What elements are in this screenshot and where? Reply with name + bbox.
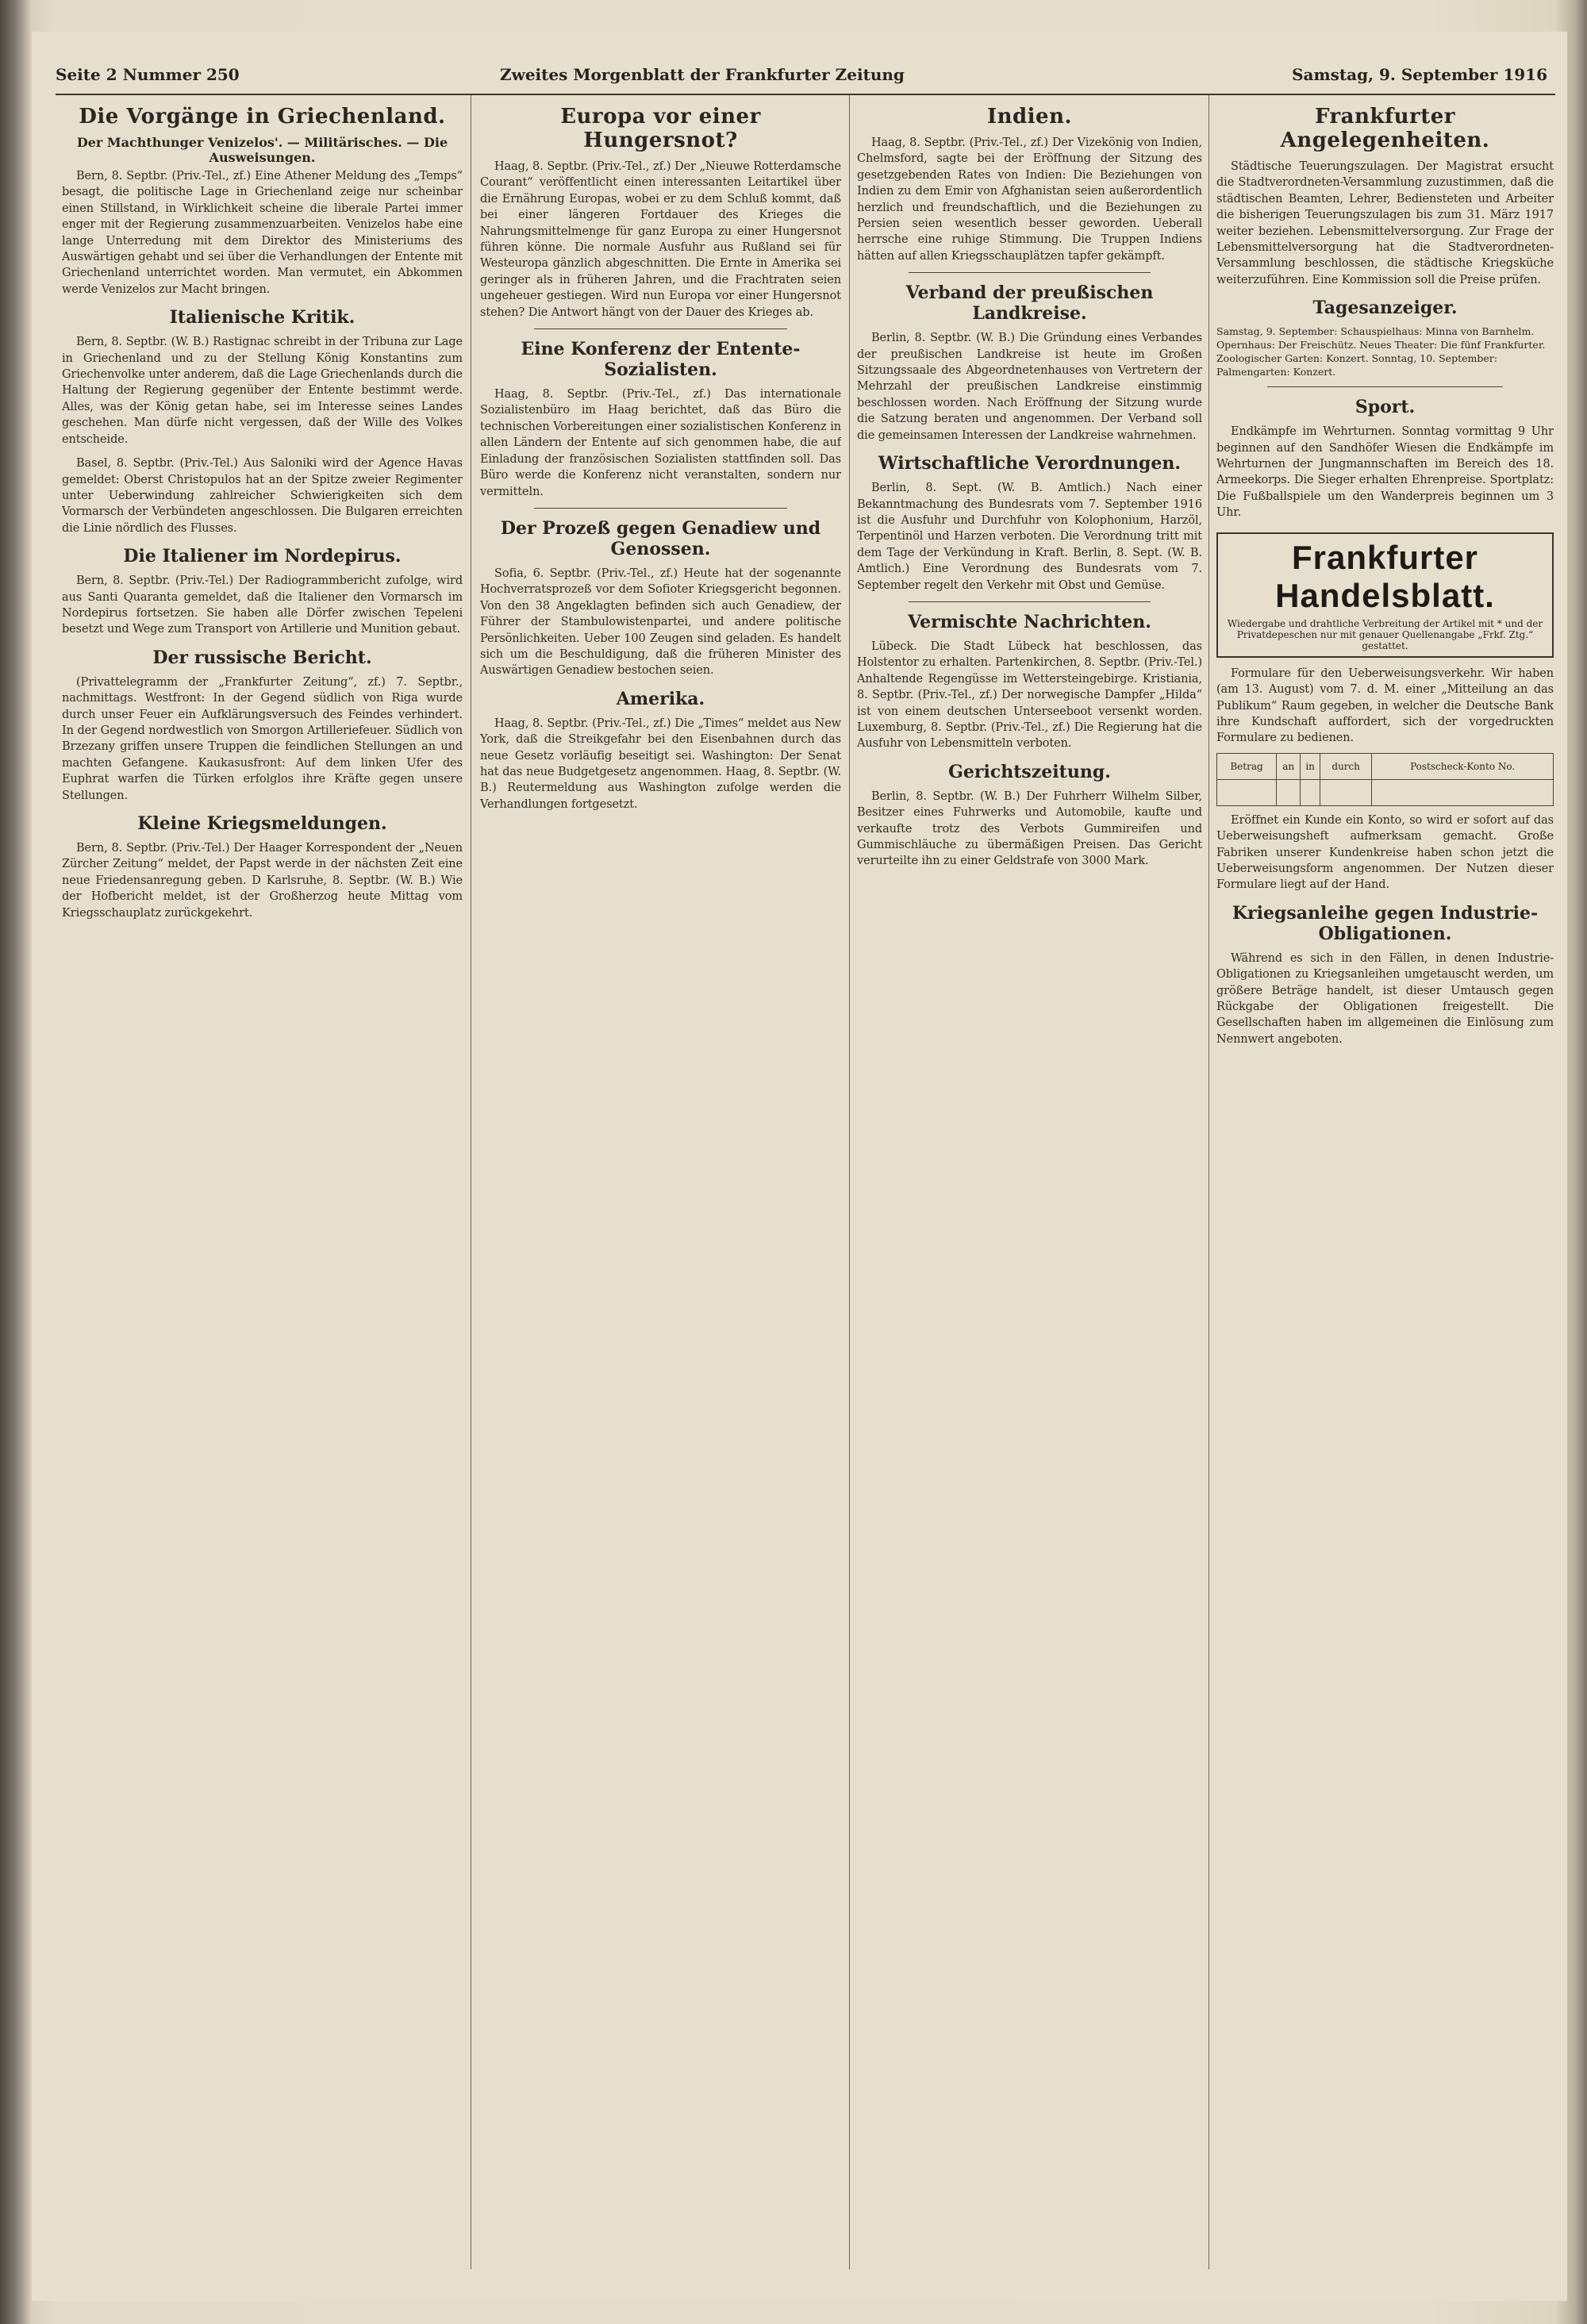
article-paragraph: Sofia, 6. Septbr. (Priv.-Tel., zf.) Heute hat der sogenannte Hochverratsprozeß vor dem Sofioter Kriegsgericht begonnen. Von den 38 Angeklagten befinden sich auch Genadiew, der Führer der Stambulowistenpartei, und andere politische Persönlichkeiten. Ueber 100 Zeugen sind geladen. Es handelt sich um die Beschuldigung, daß die früheren Minister des Auswärtigen Genadiew bestochen seien. — [480, 567, 841, 678]
article-separator — [534, 328, 787, 329]
article-paragraph: Bern, 8. Septbr. (W. B.) Rastignac schreibt in der Tribuna zur Lage in Griechenland und zu der Stellung König Konstantins zum Griechenvolke unter anderem, daß die Lage Griechenlands durch die Haltung der Regierung gegenüber der Entente bestimmt werde. Alles, was der König getan habe, sei im Interesse seines Landes geschehen. Man dürfe nicht vergessen, daß der Wille des Volkes entscheide. — [62, 336, 463, 446]
article-paragraph: Während es sich in den Fällen, in denen Industrie-Obligationen zu Kriegsanleihen umgetauscht werden, um größere Beträge handelt, ist dieser Umtausch gegen Rückgabe der Obligationen freigestellt. Die Gesellschaften haben im allgemeinen die Einlösung zum Nennwert angeboten. — [1216, 951, 1554, 1046]
article-paragraph: (Privattelegramm der „Frankfurter Zeitung“, zf.) 7. Septbr., nachmittags. Westfront: In der Gegend südlich von Riga wurde durch unser Feuer ein Aufklärungsversuch des Feindes verhindert. In der Gegend nordwestlich von Smorgon Artilleriefeuer. Südlich von Brzezany griffen unsere Truppen die feindlichen Stellungen an und machten Gefangene. Kaukasusfront: Auf dem linken Ufer des Euphrat warfen die Türken erfolglos ihre Kräfte gegen unsere Stellungen. — [62, 675, 463, 802]
section-heading: Kleine Kriegsmeldungen. — [137, 813, 387, 834]
column-3 — [857, 98, 1202, 2264]
article-paragraph: Eröffnet ein Kunde ein Konto, so wird er sofort auf das Ueberweisungsheft aufmerksam gemacht. Große Fabriken unserer Kundenkreise haben schon jetzt die Ueberweisungsform angenommen. Der Nutzen dieser Formulare liegt auf der Hand. — [1216, 813, 1554, 892]
section-heading: Sport. — [1355, 397, 1416, 418]
date-line: Samstag, 9. September 1916 — [1292, 65, 1547, 84]
handelsblatt-masthead — [1216, 532, 1554, 658]
column-1 — [62, 98, 463, 2264]
article-headline: Frankfurter Angelegenheiten. — [1280, 105, 1490, 152]
section-heading: Gerichtszeitung. — [948, 761, 1111, 782]
article-paragraph: Endkämpfe im Wehrturnen. Sonntag vormittag 9 Uhr beginnen auf den Sandhöfer Wiesen die Endkämpfe im Wehrturnen der Jungmannschaften im Bereich des 18. Armeekorps. Die Sieger erhalten Ehrenpreise. Sportplatz: Die Fußballspiele um den Wanderpreis beginnen um 3 Uhr. — [1216, 425, 1554, 520]
article-paragraph: Haag, 8. Septbr. (Priv.-Tel., zf.) Der „Nieuwe Rotterdamsche Courant“ veröffentlicht einen interessanten Leitartikel über die Ernährung Europas, wobei er zu dem Schluß kommt, daß bei einer längeren Fortdauer des Krieges die Nahrungsmittelmenge für ganz Europa zu einer Hungersnot führen könne. Die normale Ausfuhr aus Rußland sei für Westeuropa gänzlich abgeschnitten. Die Ernte in Amerika sei geringer als in früheren Jahren, und die Frachtraten seien ungeheuer gestiegen. Wird nun Europa vor einer Hungersnot stehen? Die Antwort hängt von der Dauer des Krieges ab. — [480, 160, 841, 319]
transfer-form-table — [1216, 753, 1554, 806]
article-paragraph: Haag, 8. Septbr. (Priv.-Tel., zf.) Das internationale Sozialistenbüro im Haag berichtet, daß das Büro die technischen Vorbereitungen einer sozialistischen Konferenz in allen Ländern der Entente auf sich genommen habe, die auf Einladung der französischen Sozialisten stattfinden soll. Das Büro werde die Konferenz nicht veranstalten, sondern nur vermitteln. — [480, 388, 841, 498]
article-paragraph: Bern, 8. Septbr. (Priv.-Tel.) Der Radiogrammbericht zufolge, wird aus Santi Quaranta gemeldet, daß die Italiener den Vormarsch im Nordepirus fortsetzen. Sie haben alle Dörfer zwischen Tepeleni besetzt und Wege zum Transport von Artillerie und Munition gebaut. — [62, 574, 463, 636]
article-paragraph: Berlin, 8. Septbr. (W. B.) Der Fuhrherr Wilhelm Silber, Besitzer eines Fuhrwerks und Automobile, kaufte und verkaufte trotz des Verbots Gummireifen und Gummischläuche zu übermäßigen Preisen. Das Gericht verurteilte ihn zu einer Geldstrafe von 3000 Mark. — [857, 789, 1202, 868]
article-paragraph: Bern, 8. Septbr. (Priv.-Tel., zf.) Eine Athener Meldung des „Temps“ besagt, die politische Lage in Griechenland zeige nur scheinbar einen Stillstand, in Wirklichkeit scheine die liberale Partei immer enger mit der Regierung zusammenzuarbeiten. Venizelos habe eine lange Unterredung mit dem Direktor des Ministeriums des Auswärtigen gehabt und sei über die Verhandlungen der Entente mit Griechenland unterrichtet worden. Man vermutet, ein Abkommen werde Venizelos zur Macht bringen. — [62, 170, 463, 296]
form-header-cell: in — [1301, 753, 1320, 779]
article-separator — [1267, 386, 1504, 387]
article-paragraph: Bern, 8. Septbr. (Priv.-Tel.) Der Haager Korrespondent der „Neuen Zürcher Zeitung“ meldet, der Papst werde in der nächsten Zeit eine neue Friedensanregung geben. D Karlsruhe, 8. Septbr. (W. B.) Wie der Hofbericht meldet, ist der Großherzog heute Mittag vom Kriegsschauplatz zurückgekehrt. — [62, 842, 463, 920]
article-headline: Die Vorgänge in Griechenland. — [79, 105, 446, 129]
form-header-cell: an — [1277, 753, 1301, 779]
page-header — [56, 62, 1563, 94]
column-4 — [1216, 98, 1554, 2264]
article-deck: Der Machthunger Venizelos'. — Militärisches. — Die Ausweisungen. — [76, 135, 448, 165]
reprint-notice: Wiedergabe und drahtliche Verbreitung der Artikel mit * und der Privatdepeschen nur mit genauer Quellenangabe „Frkf. Ztg.“ gestattet. — [1227, 617, 1543, 651]
section-heading: Der russische Bericht. — [152, 647, 372, 668]
section-heading: Kriegsanleihe gegen Industrie-Obligationen. — [1232, 902, 1539, 944]
header-rule — [56, 94, 1555, 95]
article-paragraph: Lübeck. Die Stadt Lübeck hat beschlossen, das Holstentor zu erhalten. Partenkirchen, 8. Septbr. (Priv.-Tel.) Anhaltende Regengüsse im Wettersteingebirge. Kristiania, 8. Septbr. (Priv.-Tel., zf.) Der norwegische Dampfer „Hilda“ ist von einem deutschen Unterseeboot versenkt worden. Luxemburg, 8. Septbr. (Priv.-Tel., zf.) Die Regierung hat die Ausfuhr von Lebensmitteln verboten. — [857, 640, 1202, 751]
section-heading: Wirtschaftliche Verordnungen. — [878, 453, 1182, 474]
column-2 — [480, 98, 841, 2264]
article-paragraph: Berlin, 8. Septbr. (W. B.) Die Gründung eines Verbandes der preußischen Landkreise ist heute im Großen Sitzungssaale des Abgeordnetenhauses von Vertretern der Mehrzahl der preußischen Landkreise einstimmig beschlossen worden. Nach Eröffnung der Sitzung wurde die Satzung beraten und angenommen. Der Verband soll die gemeinsamen Interessen der Landkreise wahrnehmen. — [857, 332, 1202, 442]
article-paragraph: Basel, 8. Septbr. (Priv.-Tel.) Aus Saloniki wird der Agence Havas gemeldet: Oberst Christopulos hat an der Spitze zweier Regimenter unter Ueberwindung zahlreicher Schwierigkeiten sich dem Vormarsch der Verbündeten angeschlossen. Die Bulgaren erreichten die Linie nördlich des Flusses. — [62, 457, 463, 535]
form-header-cell: durch — [1320, 753, 1371, 779]
form-header-cell: Betrag — [1217, 753, 1277, 779]
section-heading: Tagesanzeiger. — [1312, 298, 1458, 319]
handelsblatt-title: Frankfurter Handelsblatt. — [1275, 538, 1495, 614]
form-header-cell: Postscheck-Konto No. — [1372, 753, 1554, 779]
section-heading: Eine Konferenz der Entente-Sozialisten. — [521, 339, 801, 381]
page-number: Seite 2 Nummer 250 — [56, 65, 240, 84]
column-divider — [849, 95, 850, 2269]
section-heading: Vermischte Nachrichten. — [908, 611, 1151, 632]
masthead: Zweites Morgenblatt der Frankfurter Zeitung — [500, 65, 905, 84]
article-paragraph: Haag, 8. Septbr. (Priv.-Tel., zf.) Der Vizekönig von Indien, Chelmsford, sagte bei der Eröffnung der Sitzung des gesetzgebenden Rates von Indien: Die Beziehungen von Indien zu dem Emir von Afghanistan seien außerordentlich herzlich und freundschaftlich, und die Beziehungen zu Persien seien wesentlich besser geworden. Ueberall herrsche eine ruhige Stimmung. Die Truppen Indiens hätten auf allen Kriegsschauplätzen tapfer gekämpft. — [857, 136, 1202, 263]
section-heading: Die Italiener im Nordepirus. — [123, 546, 402, 567]
article-headline: Europa vor einer Hungersnot? — [560, 105, 761, 152]
article-headline: Indien. — [986, 105, 1073, 129]
article-paragraph: Haag, 8. Septbr. (Priv.-Tel., zf.) Die „Times“ meldet aus New York, daß die Streikgefahr bei den Eisenbahnen durch das neue Gesetz vorläufig beseitigt sei. Washington: Der Senat hat das neue Budgetgesetz angenommen. Haag, 8. Septbr. (W. B.) Reutermeldung aus Washington zufolge werden die Verhandlungen fortgesetzt. — [480, 716, 841, 811]
section-heading: Der Prozeß gegen Genadiew und Genossen. — [500, 517, 821, 559]
article-separator — [909, 601, 1151, 602]
article-separator — [534, 508, 787, 509]
daily-listings: Samstag, 9. September: Schauspielhaus: Minna von Barnhelm. Opernhaus: Der Freischütz. Neues Theater: Die fünf Frankfurter. Zoologischer Garten: Konzert. Sonntag, 10. September: Palmengarten: Konzert. — [1216, 325, 1546, 378]
article-paragraph: Berlin, 8. Sept. (W. B. Amtlich.) Nach einer Bekanntmachung des Bundesrats vom 7. September 1916 ist die Ausfuhr und Durchfuhr von Kolophonium, Harzöl, Terpentinöl und Harzen verboten. Die Verordnung tritt mit dem Tage der Verkündung in Kraft. Berlin, 8. Sept. (W. B. Amtlich.) Eine Verordnung des Bundesrats vom 7. September regelt den Verkehr mit Obst und Gemüse. — [857, 482, 1202, 592]
section-heading: Amerika. — [616, 688, 705, 709]
section-heading: Italienische Kritik. — [169, 307, 355, 328]
section-heading: Verband der preußischen Landkreise. — [905, 282, 1154, 325]
article-paragraph: Städtische Teuerungszulagen. Der Magistrat ersucht die Stadtverordneten-Versammlung zuzustimmen, daß die städtischen Beamten, Lehrer, Bediensteten und Arbeiter die bisherigen Teuerungszulagen bis zum 31. März 1917 weiter beziehen. Lebensmittelversorgung. Zur Frage der Lebensmittelversorgung hat die Stadtverordneten-Versammlung beschlossen, die städtische Kriegsküche weiterzuführen. Eine Kommission soll die Preise prüfen. — [1216, 160, 1554, 286]
article-paragraph: Formulare für den Ueberweisungsverkehr. Wir haben (am 13. August) vom 7. d. M. einer „Mitteilung an das Publikum“ Raum gegeben, in welcher die Deutsche Bank ihre Kundschaft auffordert, sich der vorgedruckten Formulare zu bedienen. — [1216, 666, 1554, 745]
article-separator — [909, 272, 1151, 273]
